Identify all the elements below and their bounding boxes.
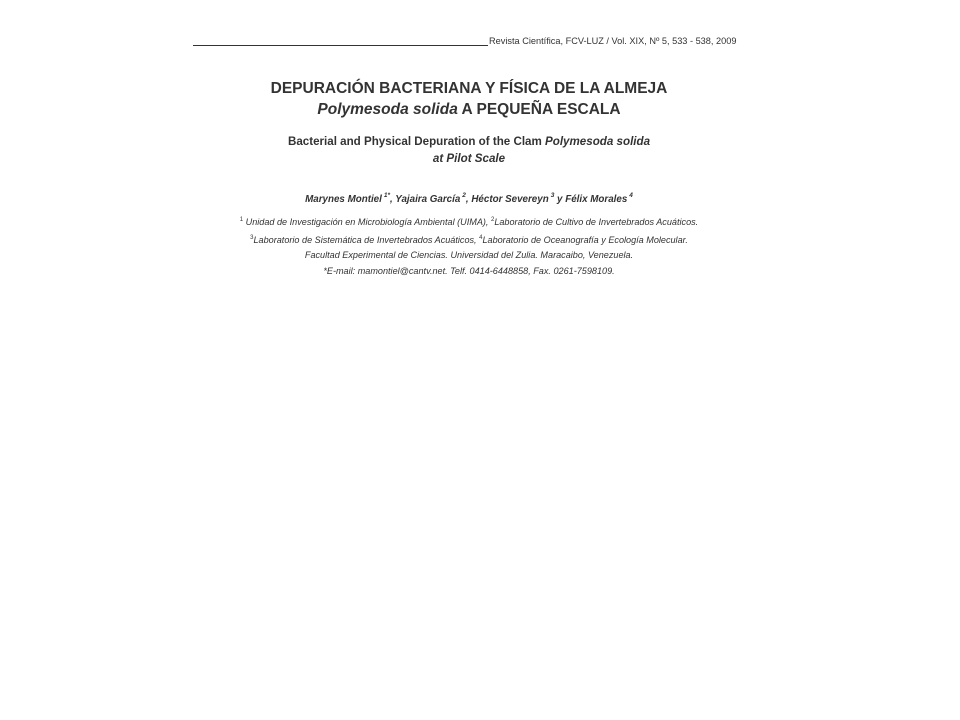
title-spanish-species: Polymesoda solida — [317, 101, 458, 118]
affiliation-2-mark: 2 — [490, 217, 495, 223]
author-4-mark: 4 — [629, 192, 633, 199]
affiliation-3-text: Laboratorio de Sistemática de Invertebrados Acuáticos, — [253, 234, 480, 245]
running-header — [193, 36, 753, 46]
affiliation-1-mark: 1 — [239, 217, 244, 223]
affiliation-1-text: Unidad de Investigación en Microbiología Ambiental (UIMA), — [243, 217, 491, 227]
affiliation-line-2 — [0, 231, 938, 249]
journal-info: Revista Científica, FCV-LUZ / Vol. XIX, Nº 5, 533 - 538, 2009 — [489, 36, 737, 46]
author-2: , Yajaira García — [390, 194, 461, 205]
author-3: , Héctor Severeyn — [465, 194, 549, 205]
title-spanish-line2-rest: A PEQUEÑA ESCALA — [457, 101, 621, 118]
title-english-species: Polymesoda solida — [545, 135, 651, 148]
affiliation-4-mark: 4 — [479, 234, 483, 241]
affiliation-line-1 — [0, 213, 938, 231]
affiliation-4-text: Laboratorio de Oceanografía y Ecología Molecular. — [482, 234, 688, 245]
affiliation-2-text: Laboratorio de Cultivo de Invertebrados Acuáticos. — [494, 217, 699, 227]
header-rule — [193, 36, 488, 46]
author-3-mark: 3 — [550, 192, 555, 199]
title-english-line1 — [0, 133, 938, 150]
title-spanish-line2 — [0, 99, 938, 120]
title-english — [0, 133, 938, 167]
affiliations — [0, 213, 938, 279]
title-spanish-line1: DEPURACIÓN BACTERIANA Y FÍSICA DE LA ALMEJA — [270, 80, 668, 97]
author-4: y Félix Morales — [554, 194, 628, 205]
affiliation-institution: Facultad Experimental de Ciencias. Universidad del Zulia. Maracaibo, Venezuela. — [304, 250, 634, 260]
author-2-mark: 2 — [462, 192, 466, 199]
title-english-prefix: Bacterial and Physical Depuration of the Clam — [287, 135, 546, 148]
corresponding-contact: *E-mail: mamontiel@cantv.net. Telf. 0414-6448858, Fax. 0261-7598109. — [323, 265, 615, 276]
author-list — [0, 192, 938, 205]
title-spanish — [0, 78, 938, 120]
affiliation-3-mark: 3 — [250, 234, 254, 241]
author-1-mark: 1* — [383, 192, 391, 199]
title-english-line2: at Pilot Scale — [432, 152, 506, 165]
author-1: Marynes Montiel — [305, 194, 382, 205]
